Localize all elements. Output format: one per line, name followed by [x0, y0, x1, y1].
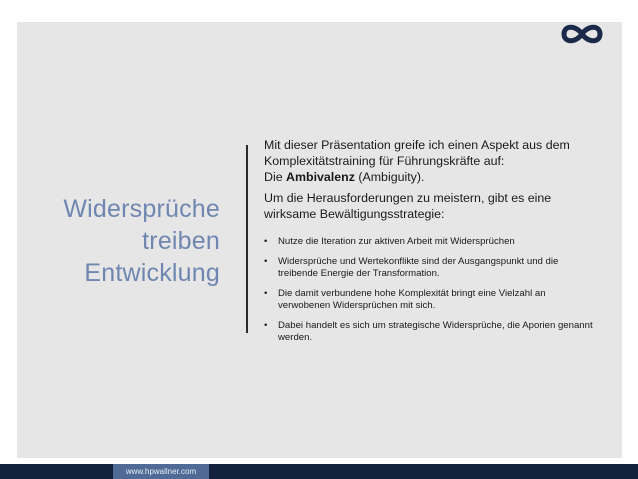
- intro-prefix: Die: [264, 170, 287, 184]
- slide-title: [40, 193, 220, 289]
- bullet-icon: •: [264, 319, 268, 331]
- vertical-divider: [246, 145, 248, 333]
- bullet-item: [264, 256, 594, 281]
- bullet-text: Dabei handelt es sich um strategische Widersprüche, die Aporien genannt werden.: [278, 319, 593, 343]
- title-line-2: treiben: [142, 227, 220, 255]
- footer-bar: [0, 464, 638, 479]
- bullet-item: [264, 320, 594, 345]
- title-line-1: Widersprüche: [63, 195, 220, 223]
- intro-suffix: (Ambiguity).: [354, 170, 425, 184]
- bullet-item: [264, 236, 594, 249]
- intro-paragraph: [264, 137, 594, 185]
- bullet-icon: •: [264, 255, 268, 267]
- strategy-paragraph: Um die Herausforderungen zu meistern, gibt es eine wirksame Bewältigungsstrategie:: [264, 191, 552, 221]
- bullet-text: Widersprüche und Wertekonflikte sind der Ausgangspunkt und die treibende Energie der Transformation.: [278, 255, 559, 279]
- intro-bold-term: Ambivalenz: [286, 170, 355, 184]
- bullet-list: [264, 236, 594, 345]
- bullet-item: [264, 288, 594, 313]
- infinity-logo-icon: [558, 22, 606, 46]
- intro-text: Mit dieser Präsentation greife ich einen Aspekt aus dem Komplexitätstraining für Führungskräfte auf:: [264, 138, 570, 168]
- bullet-text: Die damit verbundene hohe Komplexität bringt eine Vielzahl an verwobenen Widersprüchen mit sich.: [278, 287, 546, 311]
- footer-url-link[interactable]: www.hpwallner.com: [113, 464, 209, 479]
- bullet-icon: •: [264, 287, 268, 299]
- bullet-text: Nutze die Iteration zur aktiven Arbeit mit Widersprüchen: [278, 236, 515, 247]
- bullet-icon: •: [264, 236, 268, 247]
- title-line-3: Entwicklung: [84, 259, 220, 287]
- content-block: [264, 137, 594, 352]
